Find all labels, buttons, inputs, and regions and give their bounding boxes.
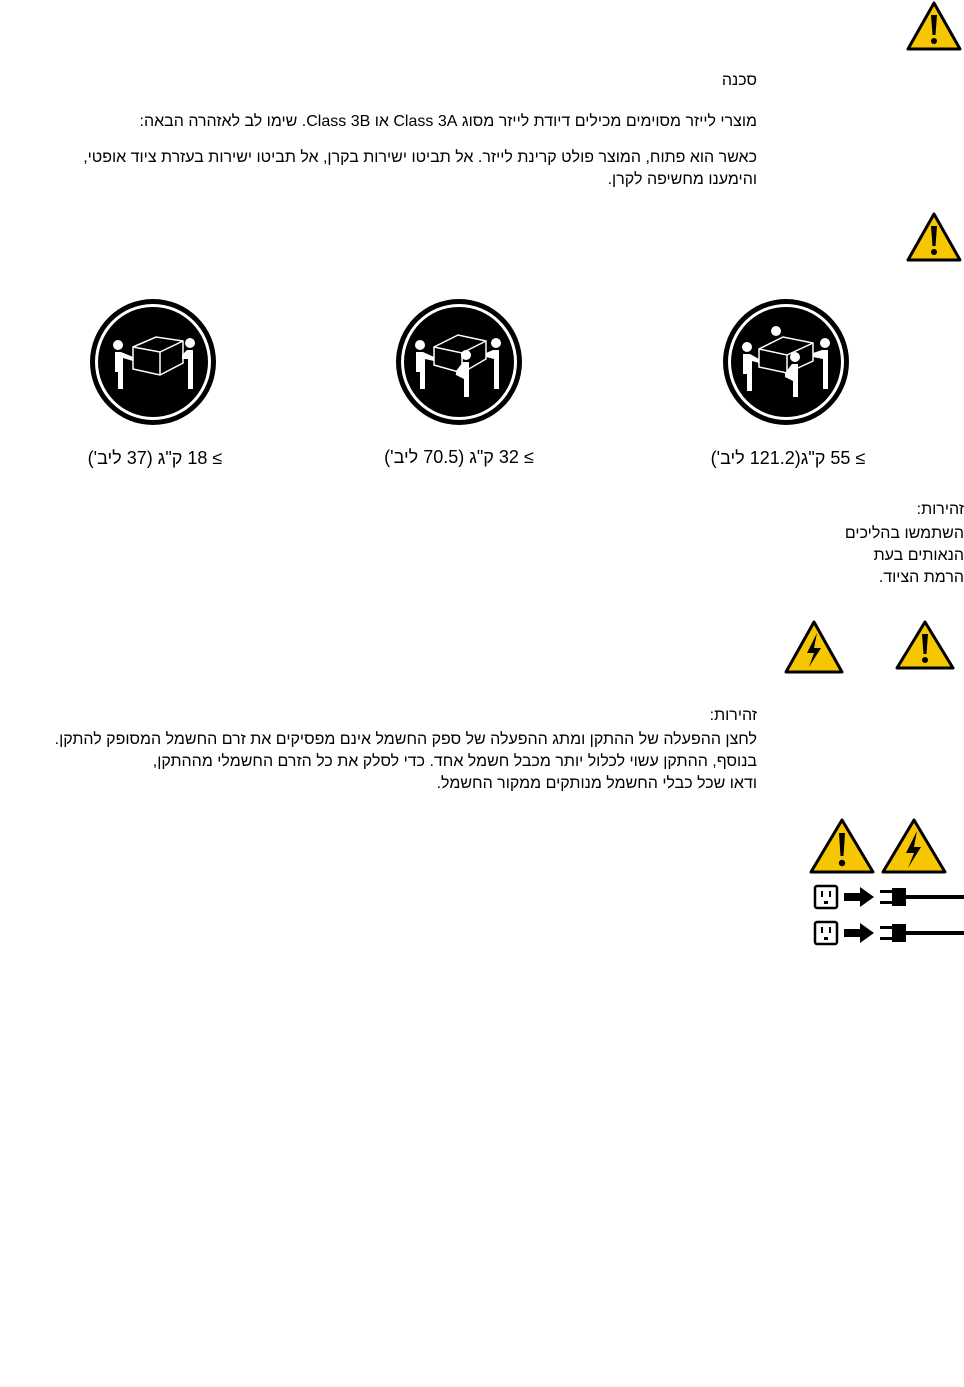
power-plug-icon (880, 924, 964, 942)
power-caution-line-2: בנוסף, ההתקן עשוי לכלול יותר מכבל חשמל אחד. כדי לסלק את כל הזרם החשמלי מההתקן, (152, 753, 757, 770)
lift-caution-line: הרמת הציוד. (878, 569, 964, 586)
danger-line-1: מוצרי לייזר מסוימים מכילים דיודת לייזר מסוג Class 3A או Class 3B. שימו לב לאזהרה הבאה: (139, 113, 757, 130)
electrical-hazard-icon (783, 619, 845, 675)
warning-icon (894, 619, 956, 671)
lift-weight-label-55kg: ≥ 55 ק"ג(121.2 ליב') (710, 448, 866, 468)
lift-caution-heading: זהירות: (916, 501, 964, 518)
lift-caution-line: הנאותים בעת (873, 547, 964, 564)
unplug-all-power-cords-icon (812, 884, 964, 948)
lift-weight-label-18kg: ≥ 18 ק"ג (37 ליב') (87, 448, 223, 468)
warning-icon (905, 0, 963, 52)
power-caution-line-3: ודאו שכל כבלי החשמל מנותקים ממקור החשמל. (436, 775, 757, 792)
outlet-icon (815, 922, 837, 944)
lift-caution-line: השתמשו בהליכים (844, 525, 964, 542)
electrical-hazard-icon (880, 817, 948, 875)
four-person-lift-icon (721, 297, 851, 427)
lift-weight-label-32kg: ≥ 32 ק"ג (70.5 ליב') (384, 447, 534, 467)
outlet-icon (815, 886, 837, 908)
warning-icon (905, 211, 963, 263)
three-person-lift-icon (394, 297, 524, 427)
two-person-lift-icon (88, 297, 218, 427)
warning-icon (808, 817, 876, 875)
power-caution-line-1: לחצן ההפעלה של ההתקן ומתג ההפעלה של ספק החשמל אינם מפסיקים את זרם החשמל המסופק להתקן. (54, 731, 757, 748)
danger-line-2: כאשר הוא פתוח, המוצר פולט קרינת לייזר. אל תביטו ישירות בקרן, אל תביטו ישירות בעזרת ציוד אופטי, (83, 149, 757, 166)
arrow-right-icon (844, 887, 874, 907)
power-caution-heading: זהירות: (709, 707, 757, 724)
danger-line-3: והימענו מחשיפה לקרן. (607, 171, 757, 188)
arrow-right-icon (844, 923, 874, 943)
danger-heading: סכנה (721, 72, 757, 89)
power-plug-icon (880, 888, 964, 906)
